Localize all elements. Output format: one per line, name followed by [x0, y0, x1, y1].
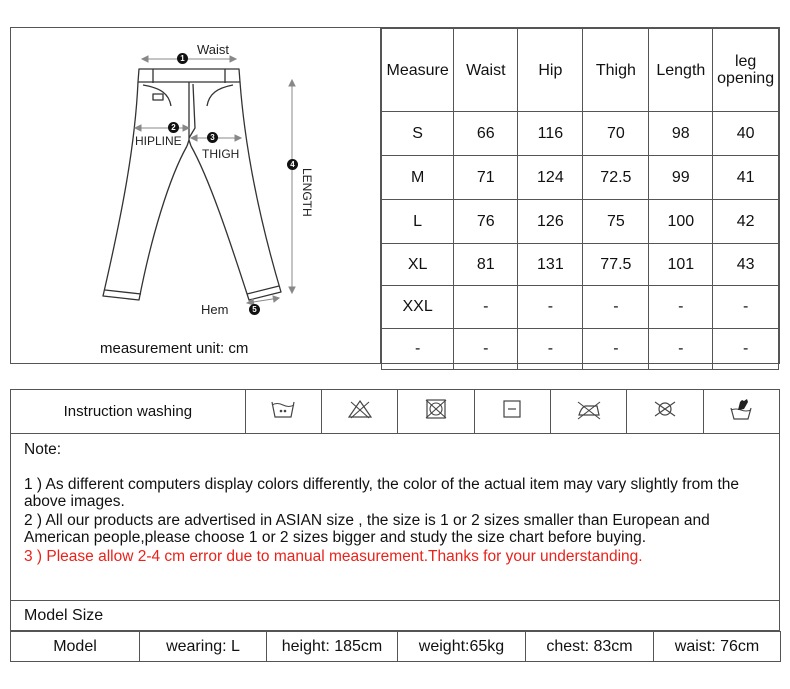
washing-instructions — [10, 389, 780, 433]
value-cell: 126 — [518, 200, 583, 244]
table-row — [382, 112, 779, 156]
no-dry-clean-icon — [627, 390, 703, 434]
height-cell: height: 185cm — [267, 632, 398, 662]
size-cell: M — [382, 156, 454, 200]
value-cell: 40 — [713, 112, 779, 156]
length-label: LENGTH — [300, 168, 314, 217]
model-size-table — [10, 631, 781, 662]
waist-cell: waist: 76cm — [654, 632, 781, 662]
hand-wash-icon — [703, 390, 779, 434]
value-cell: - — [649, 329, 713, 370]
chest-cell: chest: 83cm — [526, 632, 654, 662]
thigh-label: THIGH — [202, 147, 240, 161]
value-cell: - — [649, 286, 713, 329]
header-cell: leg opening — [713, 29, 779, 112]
value-cell: - — [454, 286, 518, 329]
size-cell: XXL — [382, 286, 454, 329]
marker-2: 2 — [168, 122, 179, 133]
value-cell: 75 — [583, 200, 649, 244]
table-row — [382, 200, 779, 244]
note-title: Note: — [24, 441, 62, 458]
header-cell: Measure — [382, 29, 454, 112]
value-cell: 131 — [518, 244, 583, 286]
pants-diagram — [11, 28, 381, 363]
note-line-2: 2 ) All our products are advertised in ASIAN size , the size is 1 or 2 sizes smaller than European and American people,please choose 1 or 2 sizes bigger and study the size chart before buying. — [24, 512, 710, 546]
value-cell: 100 — [649, 200, 713, 244]
value-cell: 116 — [518, 112, 583, 156]
header-cell: Thigh — [583, 29, 649, 112]
value-cell: 76 — [454, 200, 518, 244]
no-bleach-icon — [322, 390, 398, 434]
value-cell: - — [713, 286, 779, 329]
waist-label: Waist — [197, 42, 230, 57]
value-cell: 66 — [454, 112, 518, 156]
marker-1: 1 — [177, 53, 188, 64]
model-size-title: Model Size — [24, 607, 104, 624]
hem-label: Hem — [201, 302, 229, 317]
size-cell: S — [382, 112, 454, 156]
value-cell: 71 — [454, 156, 518, 200]
size-cell: - — [382, 329, 454, 370]
value-cell: 42 — [713, 200, 779, 244]
iron-low-icon — [550, 390, 626, 434]
value-cell: - — [583, 286, 649, 329]
table-row — [382, 286, 779, 329]
value-cell: 41 — [713, 156, 779, 200]
value-cell: 101 — [649, 244, 713, 286]
value-cell: 72.5 — [583, 156, 649, 200]
washing-label: Instruction washing — [63, 402, 193, 420]
size-cell: XL — [382, 244, 454, 286]
note-line-3: 3 ) Please allow 2-4 cm error due to manual measurement.Thanks for your understanding. — [24, 548, 643, 565]
size-cell: L — [382, 200, 454, 244]
value-cell: - — [518, 329, 583, 370]
no-tumble-dry-icon — [398, 390, 474, 434]
table-row — [382, 244, 779, 286]
note-section — [10, 433, 780, 601]
value-cell: 124 — [518, 156, 583, 200]
model-cell: Model — [11, 632, 140, 662]
note-line-1: 1 ) As different computers display colors differently, the color of the actual item may vary slightly from the above images. — [24, 476, 740, 510]
value-cell: 98 — [649, 112, 713, 156]
value-cell: 70 — [583, 112, 649, 156]
marker-3: 3 — [207, 132, 218, 143]
washing-label-cell — [11, 390, 246, 434]
weight-cell: weight:65kg — [398, 632, 526, 662]
washing-table — [10, 389, 780, 434]
dry-flat-icon — [474, 390, 550, 434]
header-cell: Length — [649, 29, 713, 112]
marker-5: 5 — [249, 304, 260, 315]
table-row — [11, 632, 781, 662]
header-cell: Hip — [518, 29, 583, 112]
wash-30-icon — [245, 390, 321, 434]
value-cell: - — [518, 286, 583, 329]
size-chart-panel — [10, 27, 780, 364]
value-cell: 81 — [454, 244, 518, 286]
header-cell: Waist — [454, 29, 518, 112]
value-cell: - — [713, 329, 779, 370]
hipline-label: HIPLINE — [135, 134, 182, 148]
wearing-cell: wearing: L — [140, 632, 267, 662]
value-cell: 43 — [713, 244, 779, 286]
marker-4: 4 — [287, 159, 298, 170]
size-table-header — [382, 29, 779, 112]
size-table — [381, 28, 779, 370]
table-row — [382, 156, 779, 200]
value-cell: - — [583, 329, 649, 370]
model-size-section — [10, 601, 780, 631]
value-cell: 99 — [649, 156, 713, 200]
value-cell: 77.5 — [583, 244, 649, 286]
table-row — [382, 329, 779, 370]
value-cell: - — [454, 329, 518, 370]
measurement-unit: measurement unit: cm — [100, 340, 249, 357]
pants-outline — [11, 28, 381, 363]
